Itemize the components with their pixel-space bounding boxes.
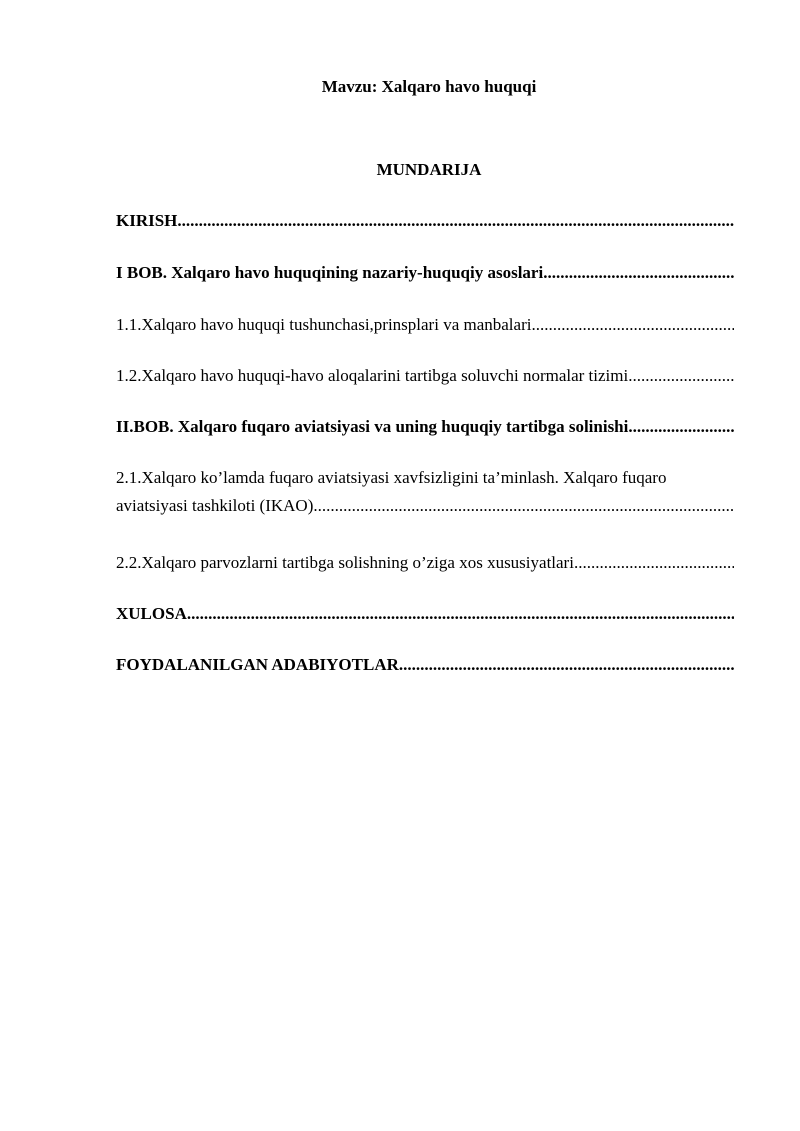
dot-leader xyxy=(313,492,734,520)
toc-entry-text: 1.2.Xalqaro havo huquqi-havo aloqalarini tartibga soluvchi normalar tizimi xyxy=(116,366,629,385)
toc-entry-text: 1.1.Xalqaro havo huquqi tushunchasi,prinsplari va manbalari xyxy=(116,315,532,334)
dot-leader xyxy=(628,362,734,390)
toc-heading: MUNDARIJA xyxy=(376,160,482,179)
toc-entry-chapter-2 xyxy=(116,413,734,441)
dot-leader xyxy=(177,207,734,235)
toc-entry-text: 2.2.Xalqaro parvozlarni tartibga solishning o’ziga xos xususiyatlari xyxy=(116,553,574,572)
toc-entry-text-line1: 2.1.Xalqaro ko’lamda fuqaro aviatsiyasi xavfsizligini ta’minlash. Xalqaro fuqaro xyxy=(116,468,667,487)
table-of-contents xyxy=(116,0,734,1131)
toc-entry-references xyxy=(116,651,734,679)
document-title: Mavzu: Xalqaro havo huquqi xyxy=(321,77,537,96)
dot-leader xyxy=(543,259,734,287)
toc-entry-section-1-2 xyxy=(116,362,734,390)
toc-entry-text: XULOSA xyxy=(116,604,187,623)
toc-entry-kirish xyxy=(116,207,734,235)
dot-leader xyxy=(628,413,734,441)
toc-entry-xulosa xyxy=(116,600,734,628)
toc-entry-text-line2: aviatsiyasi tashkiloti (IKAO) xyxy=(116,496,314,515)
dot-leader xyxy=(187,600,734,628)
toc-entry-section-2-1 xyxy=(116,464,734,520)
toc-entry-section-1-1 xyxy=(116,311,734,339)
toc-entry-text: I BOB. Xalqaro havo huquqining nazariy-huquqiy asoslari xyxy=(116,263,544,282)
toc-entry-text: KIRISH xyxy=(116,211,178,230)
dot-leader xyxy=(399,651,734,679)
dot-leader xyxy=(574,549,734,577)
toc-entry-section-2-2 xyxy=(116,549,734,577)
toc-entry-text: FOYDALANILGAN ADABIYOTLAR xyxy=(116,655,399,674)
toc-entry-chapter-1 xyxy=(116,259,734,287)
dot-leader xyxy=(531,311,734,339)
toc-entry-text: II.BOB. Xalqaro fuqaro aviatsiyasi va uning huquqiy tartibga solinishi xyxy=(116,417,629,436)
